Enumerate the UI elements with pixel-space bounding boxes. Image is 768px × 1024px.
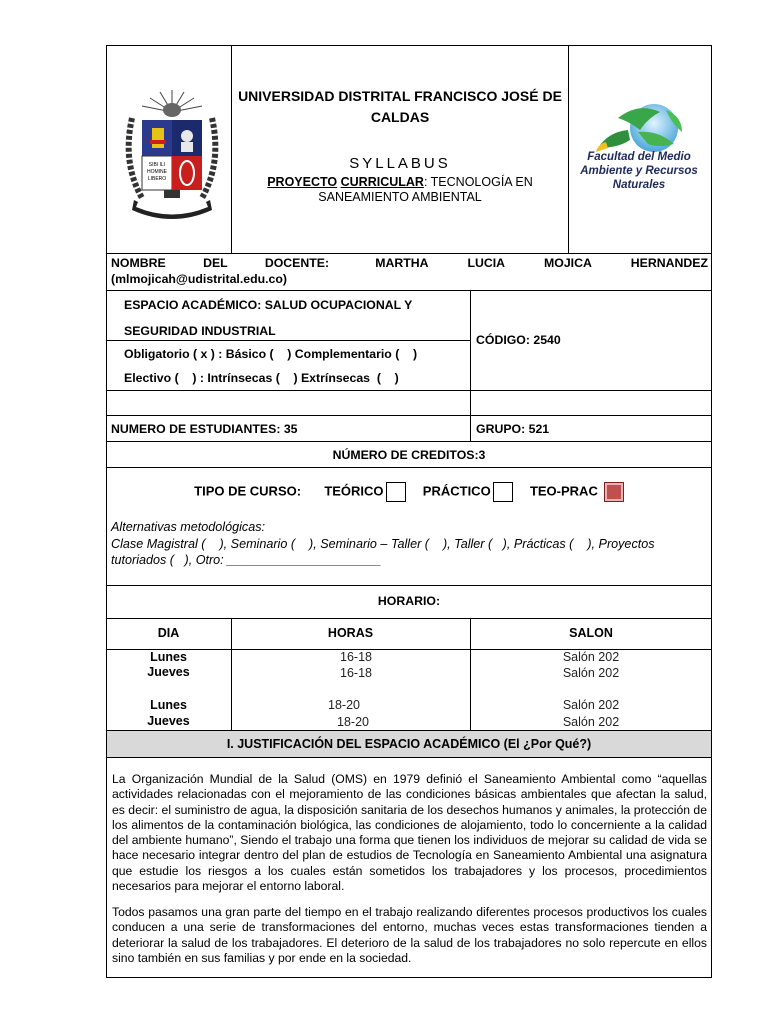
row-1-dia: Lunes [150, 650, 187, 664]
obligatorio-line: Obligatorio ( x ) : Básico ( ) Complementario ( ) [124, 347, 418, 361]
row-3-dia: Lunes [150, 698, 187, 712]
justificacion-title: I. JUSTIFICACIÓN DEL ESPACIO ACADÉMICO (El ¿Por Qué?) [107, 731, 711, 757]
tipo-curso [106, 482, 712, 502]
row-1-salon: Salón 202 [562, 650, 620, 664]
espacio-line-2: SEGURIDAD INDUSTRIAL [124, 324, 276, 338]
alternativas-line-2: tutoriados ( ), Otro: ______________________ [111, 553, 382, 567]
teoprac-label: TEO-PRAC [529, 483, 598, 499]
row-4-salon: Salón 202 [562, 715, 620, 729]
row-1-horas: 16-18 [340, 650, 372, 664]
grupo: GRUPO: 521 [476, 422, 550, 436]
university-name: UNIVERSIDAD DISTRITAL FRANCISCO JOSÉ DE CALDAS [238, 88, 562, 125]
faculty-logo [578, 100, 700, 200]
header-salon: SALON [569, 626, 613, 640]
row-4-dia: Jueves [147, 714, 190, 728]
espacio-name [124, 292, 464, 344]
alternativas-title: Alternativas metodológicas: [111, 520, 266, 534]
project-name: : TECNOLOGÍA EN SANEAMIENTO AMBIENTAL [318, 175, 533, 204]
svg-text:SIBI ILI: SIBI ILI [148, 162, 166, 168]
docente-row [111, 256, 708, 287]
espacio-line-1: ESPACIO ACADÉMICO: SALUD OCUPACIONAL Y [124, 298, 413, 312]
horario-title: HORARIO: [377, 594, 441, 608]
docente-email: (mlmojicah@udistrital.edu.co) [111, 271, 287, 286]
codigo: CÓDIGO: 2540 [476, 333, 561, 347]
row-2-dia: Jueves [147, 665, 190, 679]
teorico-checkbox[interactable] [386, 482, 406, 502]
svg-text:LIBERO: LIBERO [147, 176, 167, 182]
teoprac-checkbox[interactable] [604, 482, 624, 502]
row-2-salon: Salón 202 [562, 666, 620, 680]
curricular-label: CURRICULAR [340, 175, 424, 189]
espacio-type [124, 342, 469, 390]
header-dia: DIA [157, 626, 180, 640]
syllabus-title: SYLLABUS [349, 155, 451, 172]
justificacion-paragraph-2: Todos pasamos una gran parte del tiempo en el trabajo realizando diferentes procesos productivos los cuales conducen a una serie de transformaciones del entorno, muchas veces estas transformaciones tienden a deteriorar la salud de los trabajadores. El deterioro de la salud de los trabajadores no solo repercute en ellos sino también en sus familias y por ende en la sociedad. [112, 905, 707, 965]
row-3-horas: 18-20 [328, 698, 360, 712]
header-horas: HORAS [327, 626, 374, 640]
faculty-logo-text: Facultad del Medio Ambiente y Recursos Naturales [580, 151, 698, 191]
tipo-curso-label: TIPO DE CURSO: [194, 483, 302, 499]
docente-name: MARTHA LUCIA MOJICA HERNANDEZ [375, 256, 708, 270]
numero-creditos: NÚMERO DE CREDITOS:3 [332, 448, 486, 462]
svg-text:HOMINE: HOMINE [147, 169, 167, 175]
numero-estudiantes: NUMERO DE ESTUDIANTES: 35 [111, 422, 298, 436]
project-label: PROYECTO [267, 175, 338, 189]
alternativas [111, 519, 709, 569]
docente-label: NOMBRE DEL DOCENTE: [111, 256, 330, 270]
university-seal-logo [120, 88, 224, 223]
project-curricular [245, 175, 555, 205]
practico-checkbox[interactable] [493, 482, 513, 502]
alternativas-line-1: Clase Magistral ( ), Seminario ( ), Seminario – Taller ( ), Taller ( ), Prácticas ( ), Proyectos [111, 536, 655, 551]
teorico-label: TEÓRICO [324, 483, 384, 499]
row-3-salon: Salón 202 [562, 698, 620, 712]
justificacion-paragraph-1: La Organización Mundial de la Salud (OMS) en 1979 definió el Saneamiento Ambiental como “aquellas actividades relacionadas con el mejoramiento de las condiciones básicas ambientales que afectan la salud, es decir: el suministro de agua, la disposición sanitaria de los desechos humanos y animales, la protección de los alimentos de la contaminación biológica, las condiciones de alojamiento, todo lo concerniente a la calidad del ambiente humano”, Siendo el trabajo una forma que tienen los individuos de mejorar su calidad de vida se hace necesario integrar dentro del plan de estudios de Tecnología en Saneamiento Ambiental una asignatura que estudie los riesgos a los cuales están sometidos los trabajadores y los procesos, procedimientos necesarios para mejorar el entorno laboral. [112, 772, 707, 894]
row-2-horas: 16-18 [340, 666, 372, 680]
row-4-horas: 18-20 [337, 715, 369, 729]
electivo-line: Electivo ( ) : Intrínsecas ( ) Extrínsecas ( ) [124, 371, 399, 385]
practico-label: PRÁCTICO [422, 483, 491, 499]
